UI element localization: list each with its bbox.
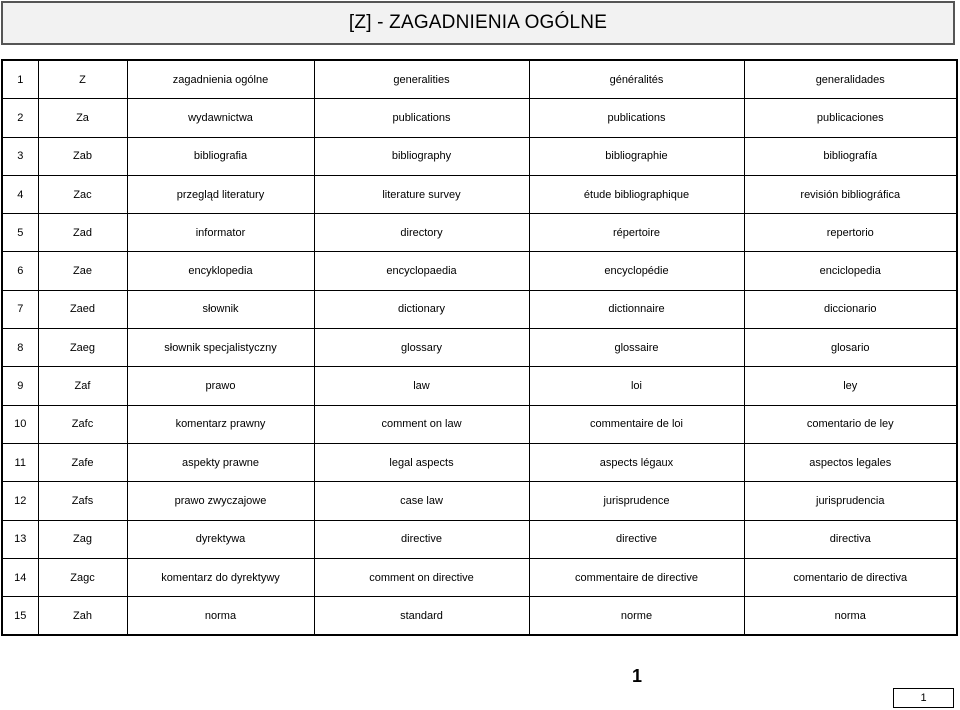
- table-row: [2, 290, 957, 328]
- french-term-cell: étude bibliographique: [529, 175, 744, 213]
- polish-term-cell: prawo: [127, 367, 314, 405]
- row-number-cell: 4: [2, 175, 38, 213]
- english-term-cell: bibliography: [314, 137, 529, 175]
- french-term-cell: commentaire de loi: [529, 405, 744, 443]
- row-number-cell: 2: [2, 99, 38, 137]
- table-row: [2, 405, 957, 443]
- spanish-term-cell: comentario de directiva: [744, 558, 957, 596]
- table-row: [2, 99, 957, 137]
- spanish-term-cell: norma: [744, 597, 957, 636]
- english-term-cell: publications: [314, 99, 529, 137]
- polish-term-cell: aspekty prawne: [127, 443, 314, 481]
- code-cell: Zaed: [38, 290, 127, 328]
- code-cell: Zab: [38, 137, 127, 175]
- french-term-cell: norme: [529, 597, 744, 636]
- english-term-cell: legal aspects: [314, 443, 529, 481]
- french-term-cell: publications: [529, 99, 744, 137]
- row-number-cell: 8: [2, 329, 38, 367]
- spanish-term-cell: revisión bibliográfica: [744, 175, 957, 213]
- table-row: [2, 214, 957, 252]
- polish-term-cell: przegląd literatury: [127, 175, 314, 213]
- table-row: [2, 252, 957, 290]
- polish-term-cell: słownik: [127, 290, 314, 328]
- polish-term-cell: informator: [127, 214, 314, 252]
- spanish-term-cell: aspectos legales: [744, 443, 957, 481]
- table-row: [2, 60, 957, 99]
- spanish-term-cell: enciclopedia: [744, 252, 957, 290]
- spanish-term-cell: directiva: [744, 520, 957, 558]
- spanish-term-cell: jurisprudencia: [744, 482, 957, 520]
- table-row: [2, 597, 957, 636]
- french-term-cell: généralités: [529, 60, 744, 99]
- row-number-cell: 13: [2, 520, 38, 558]
- english-term-cell: directive: [314, 520, 529, 558]
- code-cell: Zafc: [38, 405, 127, 443]
- page-number-box: 1: [893, 688, 954, 708]
- table-row: [2, 443, 957, 481]
- row-number-cell: 5: [2, 214, 38, 252]
- polish-term-cell: komentarz prawny: [127, 405, 314, 443]
- code-cell: Za: [38, 99, 127, 137]
- polish-term-cell: prawo zwyczajowe: [127, 482, 314, 520]
- terms-table: [1, 59, 958, 636]
- code-cell: Zaf: [38, 367, 127, 405]
- english-term-cell: directory: [314, 214, 529, 252]
- french-term-cell: jurisprudence: [529, 482, 744, 520]
- code-cell: Zafs: [38, 482, 127, 520]
- english-term-cell: case law: [314, 482, 529, 520]
- title-box: [1, 1, 955, 45]
- spanish-term-cell: ley: [744, 367, 957, 405]
- french-term-cell: dictionnaire: [529, 290, 744, 328]
- english-term-cell: glossary: [314, 329, 529, 367]
- spanish-term-cell: publicaciones: [744, 99, 957, 137]
- table-row: [2, 175, 957, 213]
- polish-term-cell: słownik specjalistyczny: [127, 329, 314, 367]
- polish-term-cell: komentarz do dyrektywy: [127, 558, 314, 596]
- page-number: 1: [631, 666, 642, 686]
- row-number-cell: 14: [2, 558, 38, 596]
- code-cell: Zad: [38, 214, 127, 252]
- polish-term-cell: bibliografia: [127, 137, 314, 175]
- code-cell: Zag: [38, 520, 127, 558]
- french-term-cell: commentaire de directive: [529, 558, 744, 596]
- terms-table-body: [2, 60, 957, 635]
- polish-term-cell: encyklopedia: [127, 252, 314, 290]
- code-cell: Zae: [38, 252, 127, 290]
- french-term-cell: glossaire: [529, 329, 744, 367]
- spanish-term-cell: diccionario: [744, 290, 957, 328]
- english-term-cell: comment on law: [314, 405, 529, 443]
- row-number-cell: 6: [2, 252, 38, 290]
- spanish-term-cell: repertorio: [744, 214, 957, 252]
- french-term-cell: encyclopédie: [529, 252, 744, 290]
- row-number-cell: 10: [2, 405, 38, 443]
- french-term-cell: loi: [529, 367, 744, 405]
- table-row: [2, 558, 957, 596]
- polish-term-cell: zagadnienia ogólne: [127, 60, 314, 99]
- row-number-cell: 9: [2, 367, 38, 405]
- polish-term-cell: wydawnictwa: [127, 99, 314, 137]
- row-number-cell: 12: [2, 482, 38, 520]
- english-term-cell: comment on directive: [314, 558, 529, 596]
- table-row: [2, 329, 957, 367]
- row-number-cell: 7: [2, 290, 38, 328]
- spanish-term-cell: glosario: [744, 329, 957, 367]
- english-term-cell: generalities: [314, 60, 529, 99]
- spanish-term-cell: comentario de ley: [744, 405, 957, 443]
- row-number-cell: 1: [2, 60, 38, 99]
- table-row: [2, 482, 957, 520]
- code-cell: Zafe: [38, 443, 127, 481]
- table-row: [2, 520, 957, 558]
- french-term-cell: répertoire: [529, 214, 744, 252]
- french-term-cell: directive: [529, 520, 744, 558]
- french-term-cell: aspects légaux: [529, 443, 744, 481]
- english-term-cell: standard: [314, 597, 529, 636]
- page-title: [Z] - ZAGADNIENIA OGÓLNE: [348, 12, 608, 33]
- spanish-term-cell: bibliografía: [744, 137, 957, 175]
- code-cell: Z: [38, 60, 127, 99]
- code-cell: Zah: [38, 597, 127, 636]
- row-number-cell: 3: [2, 137, 38, 175]
- code-cell: Zaeg: [38, 329, 127, 367]
- french-term-cell: bibliographie: [529, 137, 744, 175]
- polish-term-cell: norma: [127, 597, 314, 636]
- row-number-cell: 11: [2, 443, 38, 481]
- english-term-cell: law: [314, 367, 529, 405]
- table-row: [2, 367, 957, 405]
- polish-term-cell: dyrektywa: [127, 520, 314, 558]
- english-term-cell: literature survey: [314, 175, 529, 213]
- row-number-cell: 15: [2, 597, 38, 636]
- english-term-cell: dictionary: [314, 290, 529, 328]
- english-term-cell: encyclopaedia: [314, 252, 529, 290]
- code-cell: Zagc: [38, 558, 127, 596]
- code-cell: Zac: [38, 175, 127, 213]
- spanish-term-cell: generalidades: [744, 60, 957, 99]
- table-row: [2, 137, 957, 175]
